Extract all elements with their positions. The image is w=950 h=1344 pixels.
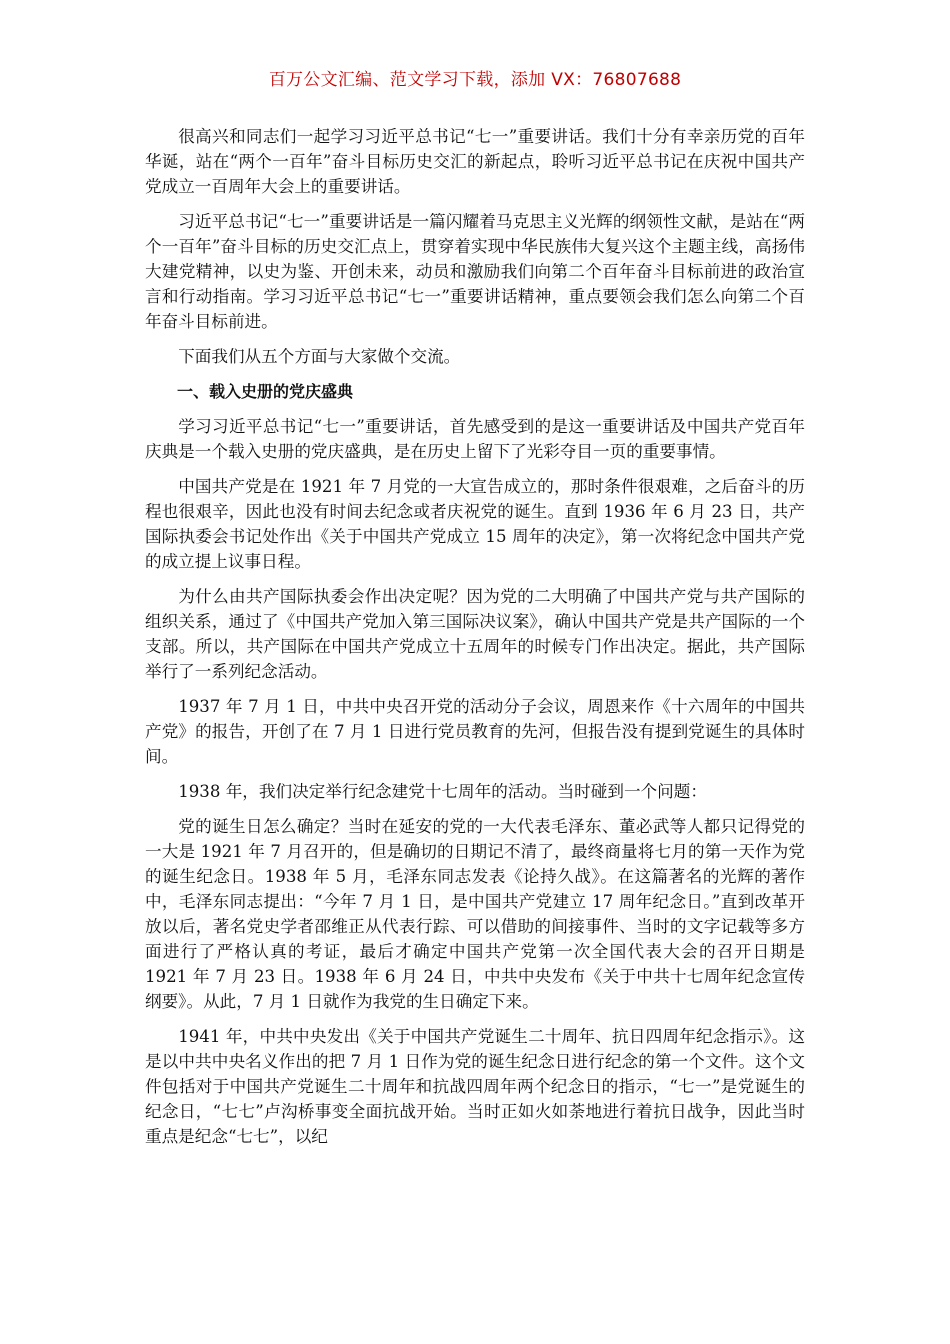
paragraph: 1941 年，中共中央发出《关于中国共产党诞生二十周年、抗日四周年纪念指示》。这是以中共中央名义作出的把 7 月 1 日作为党的诞生纪念日进行纪念的第一个文件。这个文件包括对于中国共产党诞生二十周年和抗战四周年两个纪念日的指示，“七一”是党诞生的纪念日，“七七”卢沟桥事变全面抗战开始。当时正如火如荼地进行着抗日战争，因此当时重点是纪念“七七”，以纪 <box>145 1027 805 1146</box>
paragraph: 很高兴和同志们一起学习习近平总书记“七一”重要讲话。我们十分有幸亲历党的百年华诞，站在“两个一百年”奋斗目标历史交汇的新起点，聆听习近平总书记在庆祝中国共产党成立一百周年大会上的重要讲话。 <box>145 127 805 196</box>
paragraph: 党的诞生日怎么确定？当时在延安的党的一大代表毛泽东、董必武等人都只记得党的一大是 1921 年 7 月召开的，但是确切的日期记不清了，最终商量将七月的第一天作为党的诞生纪念日。1938 年 5 月，毛泽东同志发表《论持久战》。在这篇著名的光辉的著作中，毛泽东同志提出：“今年 7 月 1 日，是中国共产党建立 17 周年纪念日。”直到改革开放以后，著名党史学者邵维正从代表行踪、可以借助的间接事件、当时的文字记载等多方面进行了严格认真的考证，最后才确定中国共产党第一次全国代表大会的召开日期是 1921 年 7 月 23 日。1938 年 6 月 24 日，中共中央发布《关于中共十七周年纪念宣传纲要》。从此，7 月 1 日就作为我党的生日确定下来。 <box>145 817 805 1011</box>
document-body <box>145 124 805 1159</box>
paragraph: 1937 年 7 月 1 日，中共中央召开党的活动分子会议，周恩来作《十六周年的中国共产党》的报告，开创了在 7 月 1 日进行党员教育的先河，但报告没有提到党诞生的具体时间。 <box>145 697 805 766</box>
paragraph: 学习习近平总书记“七一”重要讲话，首先感受到的是这一重要讲话及中国共产党百年庆典是一个载入史册的党庆盛典，是在历史上留下了光彩夺目一页的重要事情。 <box>145 417 805 461</box>
paragraph: 为什么由共产国际执委会作出决定呢？因为党的二大明确了中国共产党与共产国际的组织关系，通过了《中国共产党加入第三国际决议案》，确认中国共产党是共产国际的一个支部。所以，共产国际在中国共产党成立十五周年的时候专门作出决定。据此，共产国际举行了一系列纪念活动。 <box>145 587 805 681</box>
paragraph: 下面我们从五个方面与大家做个交流。 <box>178 347 461 366</box>
promo-header: 百万公文汇编、范文学习下载，添加 VX：76807688 <box>268 70 682 90</box>
paragraph: 1938 年，我们决定举行纪念建党十七周年的活动。当时碰到一个问题： <box>178 782 707 801</box>
paragraph: 中国共产党是在 1921 年 7 月党的一大宣告成立的，那时条件很艰难，之后奋斗的历程也很艰辛，因此也没有时间去纪念或者庆祝党的诞生。直到 1936 年 6 月 23 日，共产国际执委会书记处作出《关于中国共产党成立 15 周年的决定》，第一次将纪念中国共产党的成立提上议事日程。 <box>145 477 805 571</box>
section-heading: 一、载入史册的党庆盛典 <box>177 382 354 401</box>
paragraph: 习近平总书记“七一”重要讲话是一篇闪耀着马克思主义光辉的纲领性文献，是站在“两个一百年”奋斗目标的历史交汇点上，贯穿着实现中华民族伟大复兴这个主题主线，高扬伟大建党精神，以史为鉴、开创未来，动员和激励我们向第二个百年奋斗目标前进的政治宣言和行动指南。学习习近平总书记“七一”重要讲话精神，重点要领会我们怎么向第二个百年奋斗目标前进。 <box>145 212 805 331</box>
